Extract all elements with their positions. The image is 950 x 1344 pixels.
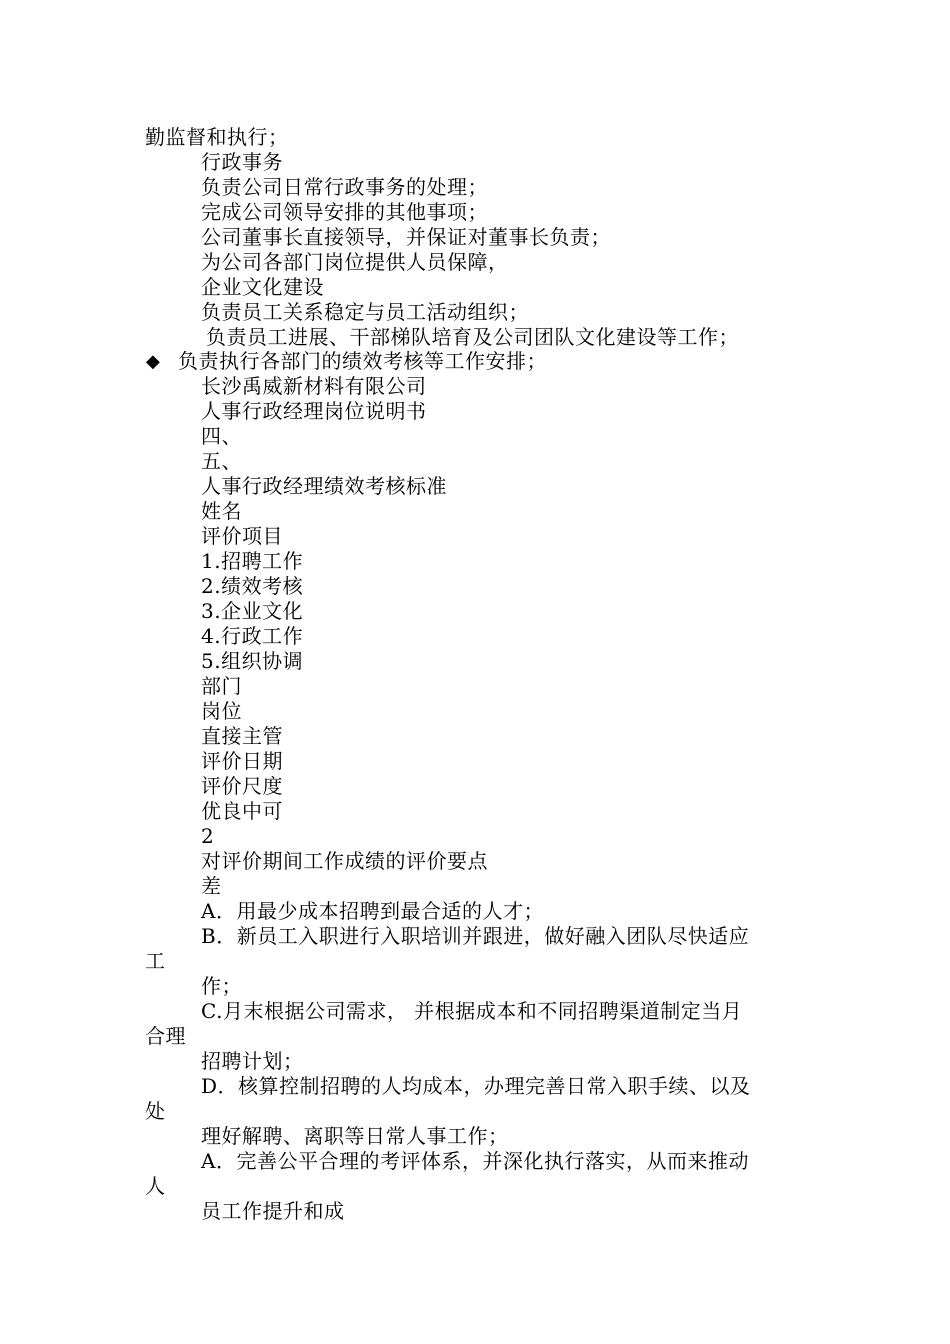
field-label: 评价日期	[201, 749, 283, 773]
text-line: 为公司各部门岗位提供人员保障，	[201, 250, 509, 274]
company-name: 长沙禹威新材料有限公司	[201, 374, 427, 398]
section-title: 人事行政经理绩效考核标准	[201, 474, 447, 498]
text-line: 工	[145, 949, 166, 973]
text-line: D．核算控制招聘的人均成本，办理完善日常入职手续、以及	[201, 1074, 751, 1098]
field-label: 岗位	[201, 699, 242, 723]
text-line: 完成公司领导安排的其他事项；	[201, 200, 488, 224]
field-label: 评价尺度	[201, 774, 283, 798]
text-line: C.月末根据公司需求， 并根据成本和不同招聘渠道制定当月	[201, 999, 743, 1023]
text-line: 合理	[145, 1024, 186, 1048]
text-line: 2	[201, 824, 215, 848]
text-line: A．用最少成本招聘到最合适的人才；	[201, 899, 544, 923]
rating-scale: 优良中可	[201, 799, 283, 823]
text-line: 员工作提升和成	[201, 1199, 345, 1223]
text-line: 作；	[201, 974, 242, 998]
list-item: 4.行政工作	[201, 624, 304, 648]
list-item: 2.绩效考核	[201, 574, 304, 598]
rating-scale: 差	[201, 874, 222, 898]
field-label: 直接主管	[201, 724, 283, 748]
text-line: 负责公司日常行政事务的处理；	[201, 175, 488, 199]
text-line: 招聘计划；	[201, 1049, 304, 1073]
text-line: 对评价期间工作成绩的评价要点	[201, 849, 488, 873]
section-heading: 企业文化建设	[201, 275, 324, 299]
section-number: 五、	[201, 449, 242, 473]
text-line: 理好解聘、离职等日常人事工作；	[201, 1124, 509, 1148]
document-title: 人事行政经理岗位说明书	[201, 399, 427, 423]
bullet-text-line: 负责执行各部门的绩效考核等工作安排；	[178, 349, 547, 373]
field-label: 姓名	[201, 499, 242, 523]
section-heading: 行政事务	[201, 150, 283, 174]
field-label: 部门	[201, 674, 242, 698]
text-line: 负责员工进展、干部梯队培育及公司团队文化建设等工作；	[206, 325, 739, 349]
list-item: 3.企业文化	[201, 599, 304, 623]
list-item: 1.招聘工作	[201, 549, 304, 573]
field-label: 评价项目	[201, 524, 283, 548]
list-item: 5.组织协调	[201, 649, 304, 673]
text-line: B．新员工入职进行入职培训并跟进，做好融入团队尽快适应	[201, 924, 750, 948]
text-line: 负责员工关系稳定与员工活动组织；	[201, 300, 529, 324]
text-line: 处	[145, 1099, 166, 1123]
text-line: 勤监督和执行；	[145, 125, 289, 149]
text-line: A．完善公平合理的考评体系，并深化执行落实，从而来推动	[201, 1149, 749, 1173]
text-line: 公司董事长直接领导，并保证对董事长负责；	[201, 225, 611, 249]
section-number: 四、	[201, 424, 242, 448]
text-line: 人	[145, 1174, 166, 1198]
diamond-bullet-icon: ◆	[146, 351, 160, 372]
